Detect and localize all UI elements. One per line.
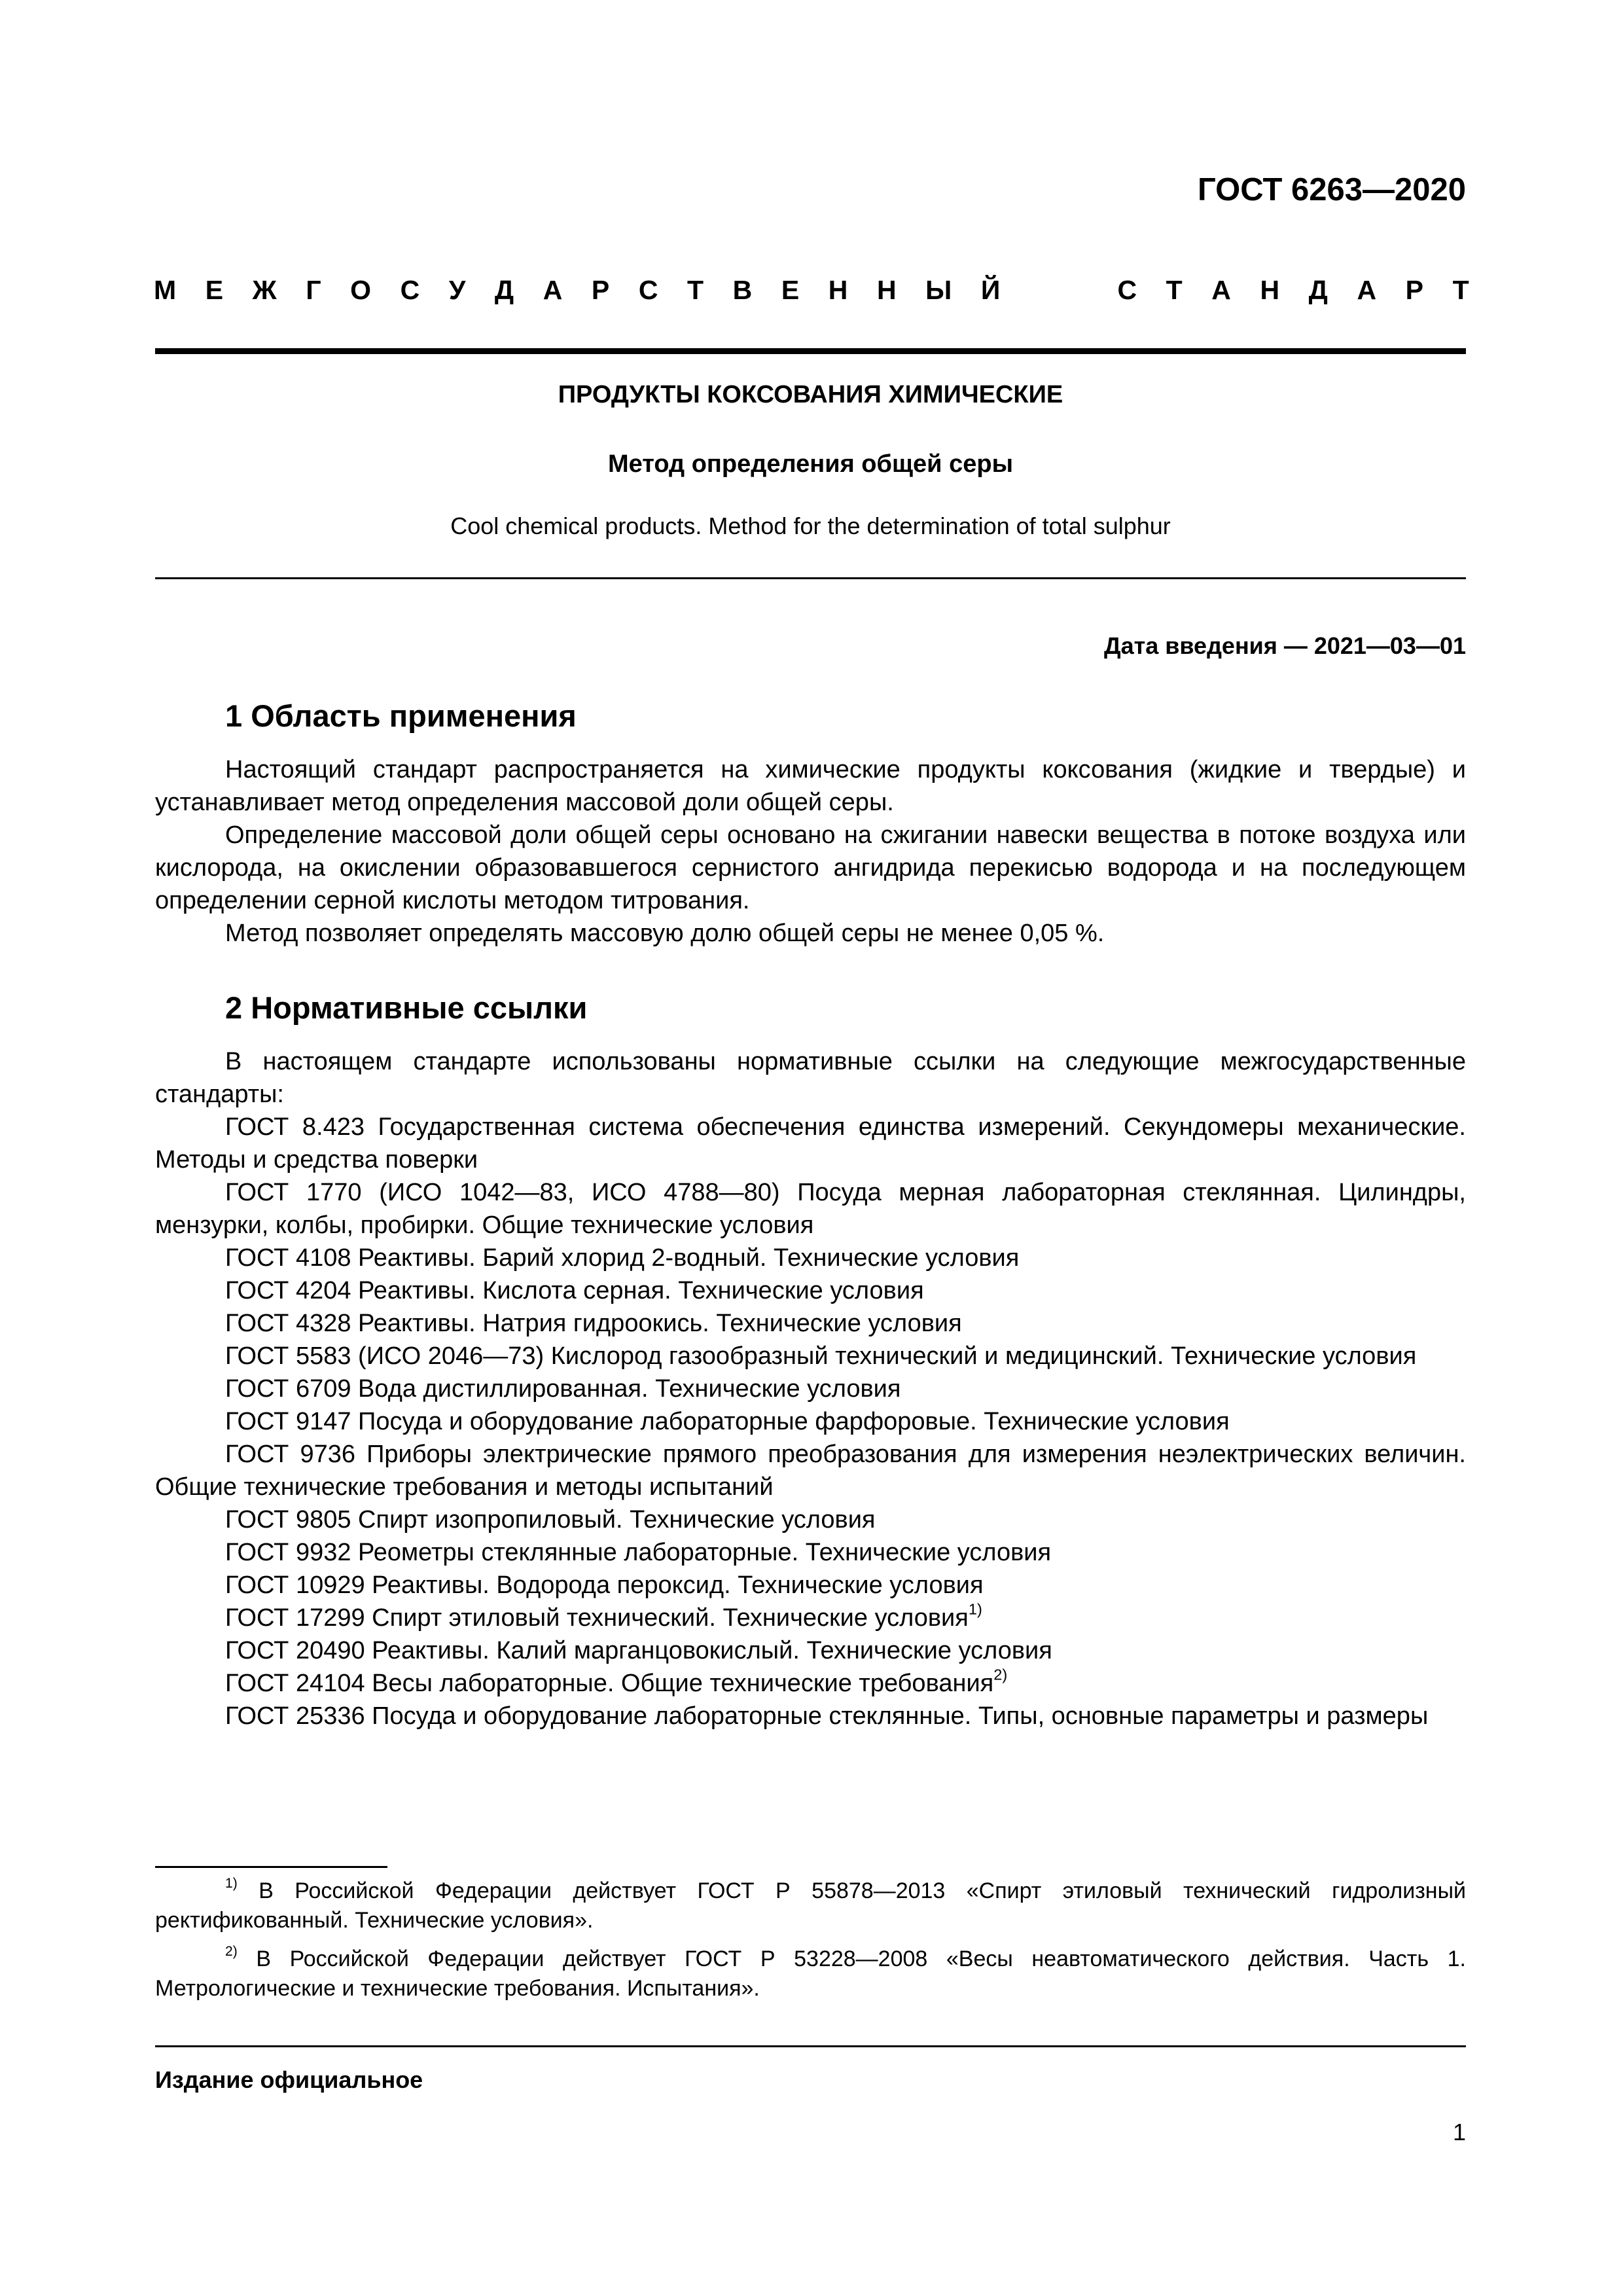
letter: А	[1211, 275, 1231, 305]
footnote	[155, 1876, 1466, 1935]
letter: Й	[980, 275, 1001, 305]
section-2-heading: 2 Нормативные ссылки	[225, 990, 588, 1025]
paragraph: В настоящем стандарте использованы нормативные ссылки на следующие межгосударственные стандарты:	[155, 1048, 1466, 1108]
section-1-heading: 1 Область применения	[225, 698, 577, 733]
word-gap	[1029, 275, 1088, 306]
paragraph: Метод позволяет определять массовую долю общей серы не менее 0,05 %.	[225, 920, 1105, 947]
footnote-text: В Российской Федерации действует ГОСТ Р 53228—2008 «Весы неавтоматического действия. Часть 1. Метрологические и технические требования. Испытания».	[155, 1946, 1466, 2001]
letter: Ж	[252, 275, 277, 305]
letter: Ы	[925, 275, 952, 305]
reference-item: ГОСТ 9805 Спирт изопропиловый. Технические условия	[225, 1506, 876, 1534]
letter: Н	[876, 275, 897, 305]
paragraph: Настоящий стандарт распространяется на химические продукты коксования (жидкие и твердые) и устанавливает метод определения массовой доли общей серы.	[155, 756, 1466, 816]
footnote-mark: 2)	[993, 1666, 1008, 1683]
letter: Д	[494, 275, 514, 305]
footnotes	[155, 1876, 1466, 2013]
reference-item	[155, 1667, 1466, 1700]
letter: В	[732, 275, 753, 305]
footnote	[155, 1945, 1466, 2003]
reference-item: ГОСТ 9932 Реометры стеклянные лабораторные. Технические условия	[225, 1539, 1052, 1566]
document-subtitle: Метод определения общей серы	[607, 450, 1014, 478]
reference-item	[155, 1602, 1466, 1634]
reference-item: ГОСТ 25336 Посуда и оборудование лабораторные стеклянные. Типы, основные параметры и размеры	[225, 1702, 1429, 1730]
letter: Е	[205, 275, 224, 305]
document-title: ПРОДУКТЫ КОКСОВАНИЯ ХИМИЧЕСКИЕ	[558, 381, 1063, 408]
reference-item: ГОСТ 9736 Приборы электрические прямого преобразования для измерения неэлектрических величин. Общие технические требования и методы испытаний	[155, 1441, 1466, 1501]
reference-item: ГОСТ 6709 Вода дистиллированная. Технические условия	[225, 1375, 901, 1403]
section-2-body	[155, 1045, 1466, 1732]
reference-item: ГОСТ 4108 Реактивы. Барий хлорид 2-водный. Технические условия	[225, 1244, 1020, 1272]
reference-item: ГОСТ 8.423 Государственная система обеспечения единства измерений. Секундомеры механические. Методы и средства поверки	[155, 1113, 1466, 1174]
letter: Е	[781, 275, 800, 305]
reference-item: ГОСТ 9147 Посуда и оборудование лабораторные фарфоровые. Технические условия	[225, 1408, 1230, 1435]
reference-item: ГОСТ 4328 Реактивы. Натрия гидроокись. Технические условия	[225, 1310, 962, 1337]
letter: Н	[828, 275, 848, 305]
reference-text: ГОСТ 24104 Весы лабораторные. Общие технические требования	[225, 1670, 994, 1697]
letter: Г	[306, 275, 321, 305]
footnote-divider	[155, 1866, 387, 1868]
letter: Т	[687, 275, 704, 305]
paragraph: Определение массовой доли общей серы основано на сжигании навески вещества в потоке воздуха или кислорода, на окислении образовавшегося сернистого ангидрида перекисью водорода и на последующем определении серной кислоты методом титрования.	[155, 821, 1466, 914]
edition-label: Издание официальное	[155, 2066, 423, 2093]
reference-item: ГОСТ 20490 Реактивы. Калий марганцовокислый. Технические условия	[225, 1637, 1052, 1664]
letter: С	[400, 275, 420, 305]
page-number: 1	[1452, 2119, 1466, 2145]
letter: Т	[1166, 275, 1183, 305]
letter: Т	[1452, 275, 1469, 305]
letter: Р	[1405, 275, 1424, 305]
letter: У	[448, 275, 466, 305]
footer-divider	[155, 2045, 1466, 2047]
section-1-body	[155, 753, 1466, 950]
document-code: ГОСТ 6263—2020	[1198, 172, 1466, 207]
header-divider	[155, 348, 1466, 354]
letter: Н	[1260, 275, 1280, 305]
letter: Д	[1308, 275, 1328, 305]
letter: О	[350, 275, 372, 305]
letter: С	[1117, 275, 1137, 305]
letter: А	[543, 275, 563, 305]
reference-item: ГОСТ 5583 (ИСО 2046—73) Кислород газообразный технический и медицинский. Технические условия	[225, 1342, 1417, 1370]
standard-type-label	[154, 275, 1469, 306]
letter: М	[154, 275, 177, 305]
reference-item: ГОСТ 10929 Реактивы. Водорода пероксид. Технические условия	[225, 1571, 984, 1599]
reference-text: ГОСТ 17299 Спирт этиловый технический. Технические условия	[225, 1604, 969, 1632]
footnote-mark: 2)	[225, 1944, 238, 1960]
footnote-text: В Российской Федерации действует ГОСТ Р 55878—2013 «Спирт этиловый технический гидролизный ректификованный. Технические условия».	[155, 1878, 1466, 1933]
reference-item: ГОСТ 1770 (ИСО 1042—83, ИСО 4788—80) Посуда мерная лабораторная стеклянная. Цилиндры, мензурки, колбы, пробирки. Общие технические условия	[155, 1179, 1466, 1239]
title-divider	[155, 577, 1466, 579]
introduction-date: Дата введения — 2021—03—01	[1103, 632, 1466, 659]
letter: Р	[591, 275, 610, 305]
letter: А	[1357, 275, 1377, 305]
english-title: Cool chemical products. Method for the determination of total sulphur	[450, 512, 1171, 539]
footnote-mark: 1)	[968, 1600, 982, 1618]
footnote-mark: 1)	[225, 1876, 238, 1892]
reference-item: ГОСТ 4204 Реактивы. Кислота серная. Технические условия	[225, 1277, 924, 1304]
letter: С	[638, 275, 658, 305]
